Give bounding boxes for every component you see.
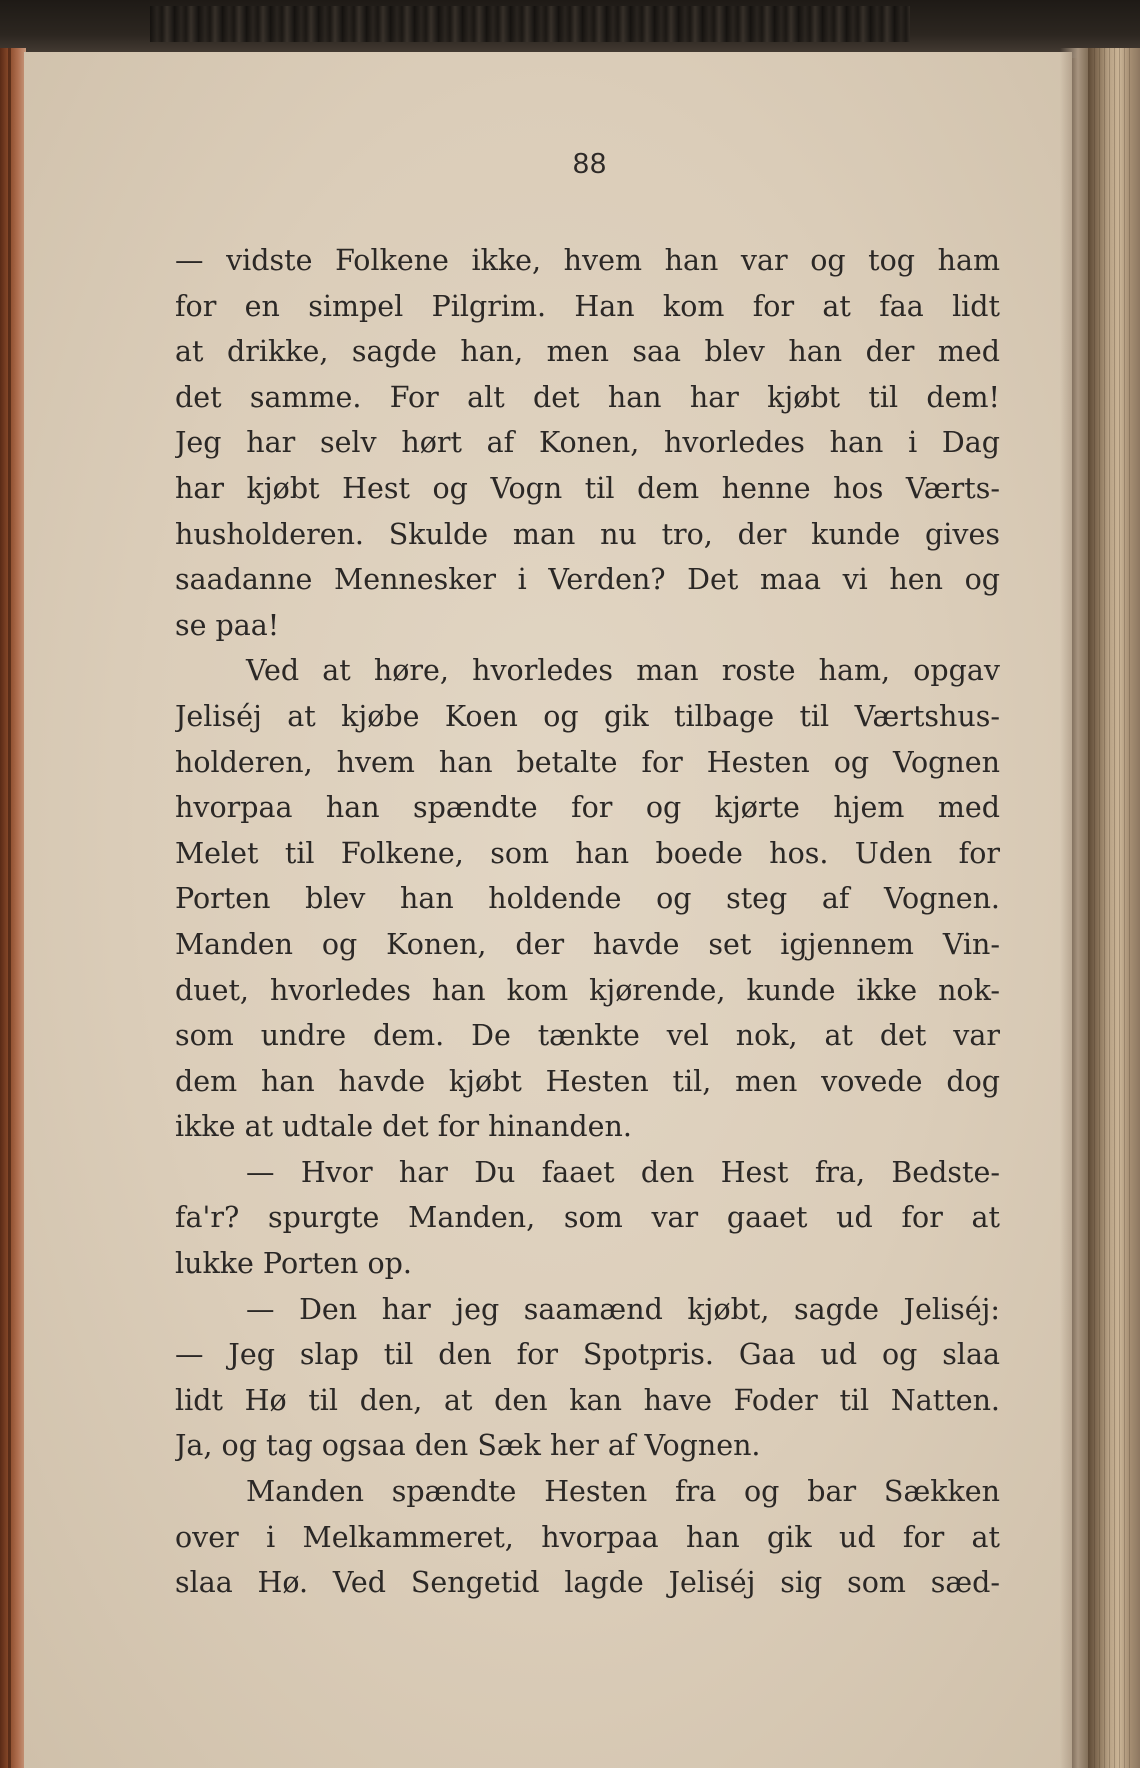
text-line: se paa!	[175, 608, 280, 642]
text-line: lukke Porten op.	[175, 1247, 412, 1281]
text-line: Porten blev han holdende og steg af Vognen.	[175, 882, 1000, 916]
cover-edge-line	[8, 48, 11, 1768]
text-line: husholderen. Skulde man nu tro, der kunde gives	[175, 517, 1000, 551]
text-line: — vidste Folkene ikke, hvem han var og tog ham	[175, 244, 1000, 277]
book-binding-top	[0, 0, 1140, 58]
text-line: slaa Hø. Ved Sengetid lagde Jeliséj sig som sæd-	[175, 1566, 1000, 1600]
text-line: — Hvor har Du faaet den Hest fra, Bedste-	[246, 1155, 1000, 1189]
body-text	[175, 238, 1000, 1606]
text-line: det samme. For alt det han har kjøbt til dem!	[175, 380, 1000, 414]
text-line: at drikke, sagde han, men saa blev han der med	[175, 335, 1000, 369]
text-line: — Den har jeg saamænd kjøbt, sagde Jeliséj:	[246, 1292, 1000, 1326]
text-line: saadanne Mennesker i Verden? Det maa vi hen og	[175, 563, 1000, 597]
text-line: hvorpaa han spændte for og kjørte hjem med	[175, 791, 1000, 825]
text-line: duet, hvorledes han kom kjørende, kunde ikke nok-	[175, 973, 1000, 1007]
text-line: over i Melkammeret, hvorpaa han gik ud for at	[175, 1520, 1000, 1554]
binding-texture	[150, 6, 910, 42]
text-line: fa'r? spurgte Manden, som var gaaet ud for at	[175, 1201, 1000, 1235]
text-line: som undre dem. De tænkte vel nok, at det var	[175, 1019, 1000, 1053]
text-line: Manden og Konen, der havde set igjennem Vin-	[175, 927, 1000, 961]
gutter-shadow	[1060, 48, 1090, 1768]
text-line: Manden spændte Hesten fra og bar Sækken	[246, 1475, 1000, 1509]
text-line: ikke at udtale det for hinanden.	[175, 1110, 632, 1144]
text-line: Jeliséj at kjøbe Koen og gik tilbage til Værtshus-	[175, 699, 1000, 733]
book-cover-edge-left	[0, 48, 26, 1768]
text-line: Jeg har selv hørt af Konen, hvorledes han i Dag	[175, 426, 1000, 460]
text-line: Melet til Folkene, som han boede hos. Uden for	[175, 836, 1000, 870]
page-stack-lines	[1094, 48, 1134, 1768]
text-line: lidt Hø til den, at den kan have Foder til Natten.	[175, 1383, 1000, 1417]
text-line: Ved at høre, hvorledes man roste ham, opgav	[246, 654, 1000, 688]
text-line: Ja, og tag ogsaa den Sæk her af Vognen.	[175, 1429, 761, 1463]
page-number: 88	[572, 148, 608, 180]
text-line: for en simpel Pilgrim. Han kom for at faa lidt	[175, 289, 1000, 323]
text-line: har kjøbt Hest og Vogn til dem henne hos Værts-	[175, 471, 1000, 505]
text-line: holderen, hvem han betalte for Hesten og Vognen	[175, 745, 1000, 779]
text-line: — Jeg slap til den for Spotpris. Gaa ud og slaa	[175, 1338, 1000, 1372]
text-line: dem han havde kjøbt Hesten til, men vovede dog	[175, 1064, 1000, 1098]
